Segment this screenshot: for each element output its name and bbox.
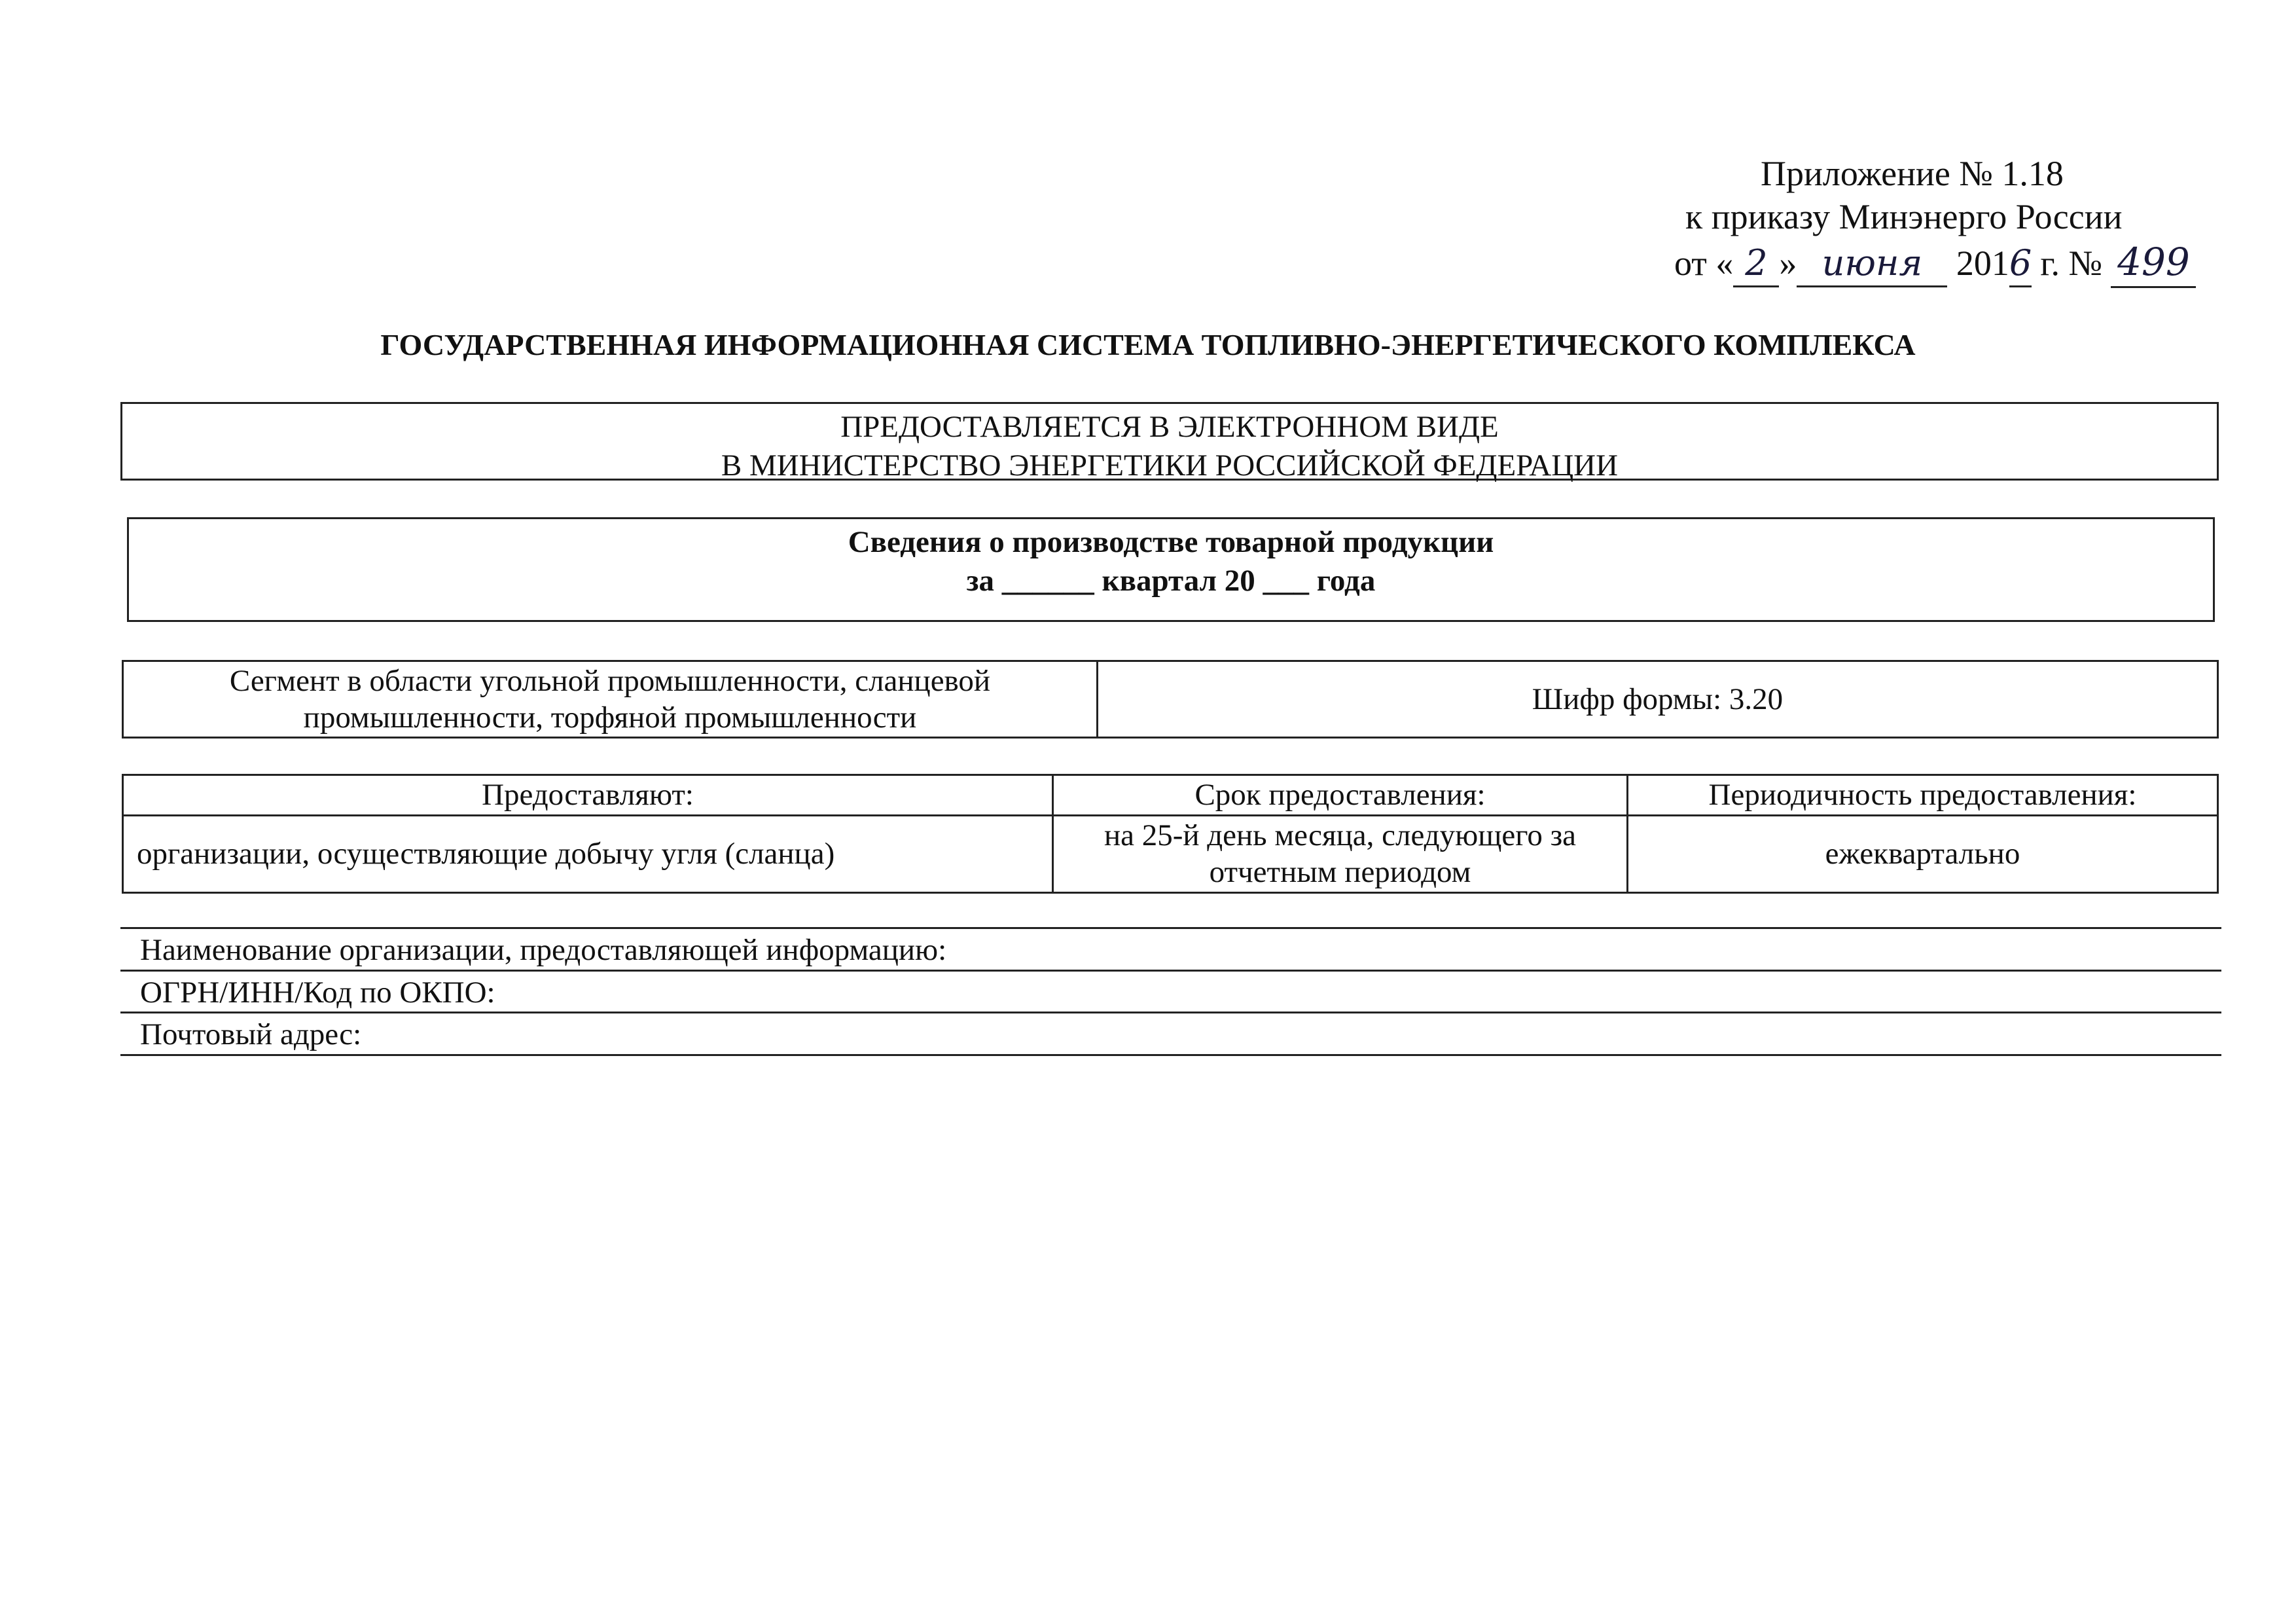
annex-date-prefix: от « bbox=[1674, 244, 1734, 283]
submission-info-table bbox=[122, 774, 2219, 894]
handwritten-year-digit: 6 bbox=[2009, 241, 2032, 287]
header-submitters: Предоставляют: bbox=[123, 775, 1053, 816]
org-rule-1 bbox=[120, 970, 2221, 972]
segment-label: Сегмент в области угольной промышленности, сланцевой промышленности, торфяной промышленности bbox=[123, 661, 1098, 738]
cell-submitters: организации, осуществляющие добычу угля (сланца) bbox=[123, 815, 1053, 892]
org-rule-top bbox=[120, 927, 2221, 929]
submission-notice-box bbox=[120, 402, 2219, 481]
report-period: за ______ квартал 20 ___ года bbox=[966, 563, 1376, 598]
handwritten-day: 2 bbox=[1733, 241, 1779, 287]
cell-frequency: ежеквартально bbox=[1628, 815, 2218, 892]
org-rule-3 bbox=[120, 1054, 2221, 1056]
org-rule-2 bbox=[120, 1012, 2221, 1013]
submission-notice-line1: ПРЕДОСТАВЛЯЕТСЯ В ЭЛЕКТРОННОМ ВИДЕ bbox=[840, 410, 1499, 444]
annex-year-prefix: 201 bbox=[1956, 244, 2009, 283]
report-title: Сведения о производстве товарной продукции bbox=[848, 525, 1494, 559]
org-ids-label: ОГРН/ИНН/Код по ОКПО: bbox=[140, 976, 495, 1010]
annex-date-line bbox=[1674, 238, 2196, 288]
handwritten-month: июня bbox=[1797, 241, 1947, 287]
handwritten-order-number: 499 bbox=[2111, 238, 2196, 288]
annex-number-label: г. № bbox=[2040, 244, 2102, 283]
segment-table bbox=[122, 660, 2219, 739]
annex-number: Приложение № 1.18 bbox=[1761, 154, 2064, 193]
submission-notice-line2: В МИНИСТЕРСТВО ЭНЕРГЕТИКИ РОССИЙСКОЙ ФЕДЕРАЦИИ bbox=[721, 448, 1619, 483]
org-name-label: Наименование организации, предоставляющей информацию: bbox=[140, 933, 947, 967]
report-title-box bbox=[127, 517, 2215, 622]
header-deadline: Срок предоставления: bbox=[1053, 775, 1628, 816]
postal-address-label: Почтовый адрес: bbox=[140, 1017, 362, 1051]
annex-date-mid: » bbox=[1779, 244, 1797, 283]
gis-title: ГОСУДАРСТВЕННАЯ ИНФОРМАЦИОННАЯ СИСТЕМА ТОПЛИВНО-ЭНЕРГЕТИЧЕСКОГО КОМПЛЕКСА bbox=[380, 328, 1916, 361]
form-code: Шифр формы: 3.20 bbox=[1098, 661, 2218, 738]
header-frequency: Периодичность предоставления: bbox=[1628, 775, 2218, 816]
annex-order-ref: к приказу Минэнерго России bbox=[1685, 197, 2123, 236]
cell-deadline: на 25-й день месяца, следующего за отчетным периодом bbox=[1053, 815, 1628, 892]
